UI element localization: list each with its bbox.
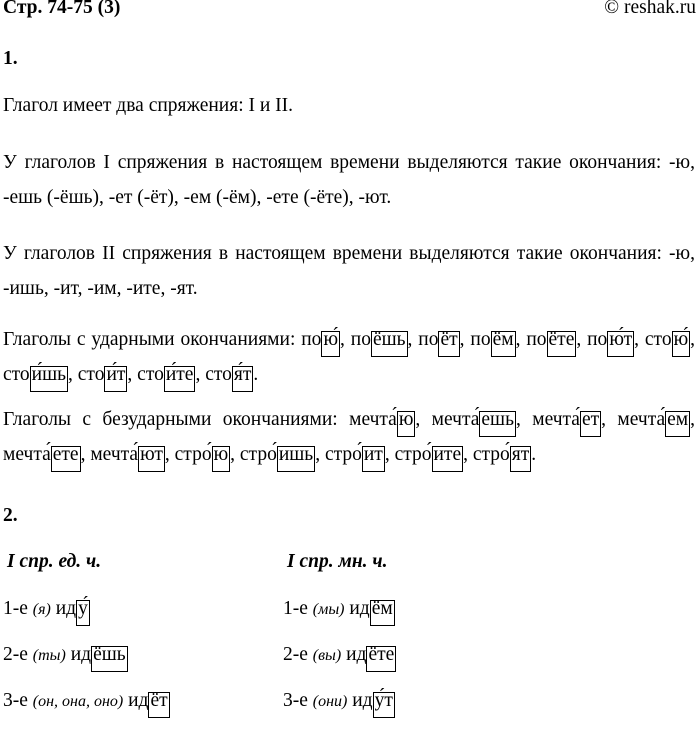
verb-word [395,444,468,465]
ending-box [397,411,416,437]
ending-box [164,363,196,392]
separator: , [230,443,236,465]
verb-word [645,329,695,350]
separator: , [463,443,468,465]
verb-stem: ид [50,598,77,619]
verb-stem: стро́ [239,443,277,465]
verb-stem: мечта́ [617,409,666,430]
pronoun: (ты) [32,647,66,664]
pronoun: (он, она, оно) [32,693,124,710]
ending-box [362,443,385,472]
verb-word [205,364,258,385]
verb-word [526,329,581,350]
person-label: 1-е [283,598,313,619]
ending-box [366,646,396,672]
verb-stem: по [526,329,547,350]
verb-stem: ид [347,690,373,711]
ending-box [232,363,254,392]
person-label: 3-е [283,690,313,711]
ending-text: ёшь [93,644,126,665]
verb-stem: мечта́ [3,443,51,465]
separator: , [459,329,465,350]
ending-box [370,600,395,626]
verb-stem: мечта́ [431,409,480,430]
verb-word [349,409,420,430]
pronoun: (мы) [312,601,345,618]
ending-text: у́ [78,598,88,619]
verb-stem: по [470,329,491,350]
verb-word [240,444,320,465]
separator: , [415,409,421,430]
verb-word [470,329,520,350]
verb-stem: ид [123,690,149,711]
pronoun: (вы) [312,647,342,664]
separator: , [515,329,521,350]
conjugation-row [283,597,395,623]
separator: , [68,363,73,385]
ending-box [30,363,68,392]
verb-stem: по [587,329,608,350]
verb-word [432,409,521,430]
ending-text: ёт [440,329,458,350]
ending-box [371,331,408,357]
separator: , [315,443,321,465]
ending-box [91,646,128,672]
ending-box [607,331,634,357]
person-label: 2-е [3,644,33,665]
ending-text: ю [213,443,229,465]
verb-word [78,364,133,385]
separator: . [253,363,259,385]
column-heading: I спр. ед. ч. [7,551,102,572]
ending-text: и́шь [31,363,67,385]
ending-text: ёте [368,644,395,665]
verb-stem: по [350,329,371,350]
verb-stem: мечта́ [349,409,397,430]
ending-box [321,331,340,357]
ending-text: ишь [278,443,314,465]
paragraph-lead: Глаголы с безударными окончаниями: [3,409,350,430]
separator: , [690,329,696,350]
verb-stem: мечта́ [532,409,580,430]
verb-stem: мечта́ [90,443,139,465]
verb-stem: ид [341,644,367,665]
ending-text: ит [363,443,383,465]
ending-text: я́т [233,363,252,385]
ending-box [510,443,532,472]
verb-word [175,444,235,465]
ending-box [104,363,127,392]
ending-text: ем [667,409,689,430]
ending-box [491,331,516,357]
verb-word [3,444,85,465]
separator: . [531,443,537,465]
separator: , [634,329,640,350]
verb-stem: стро́ [394,443,432,465]
verb-stem: сто [137,363,164,385]
ending-text: ет [581,409,600,430]
paragraph-lead: Глаголы с ударными окончаниями: [3,329,302,350]
paragraph-stressed-endings [3,323,695,392]
ending-box [580,411,601,437]
ending-text: ю́ [323,329,339,350]
separator: , [601,409,607,430]
ending-text: ете [52,443,79,465]
ending-text: ят [511,443,530,465]
ending-text: ю [398,409,414,430]
ending-box [672,331,691,357]
conjugation-row [3,689,170,715]
paragraph-second-conjugation: У глаголов II спряжения в настоящем времени выделяются такие окончания: -ю, -ишь, -ит, -им, -ите, -ят. [3,243,695,299]
verb-word [3,364,73,385]
separator: , [690,409,696,430]
ending-text: ём [492,329,514,350]
ending-text: ёшь [372,329,406,350]
page-title: Стр. 74-75 (3) [3,0,121,18]
ending-box [547,331,577,357]
ending-text: ют [140,443,163,465]
ending-box [148,692,169,718]
paragraph-unstressed-endings [3,403,695,472]
verb-word [418,329,464,350]
verb-word [532,409,606,430]
separator: , [164,443,170,465]
paragraph-conjugations: Глагол имеет два спряжения: I и II. [3,95,294,116]
ending-text: ём [371,598,393,619]
ending-text: и́т [106,363,126,385]
verb-stem: стро́ [324,443,362,465]
verb-word [137,364,200,385]
task-number-1: 1. [3,48,18,69]
verb-stem: по [301,329,322,350]
verb-stem: сто [77,363,105,385]
verb-stem: по [418,329,439,350]
verb-word [617,409,695,430]
ending-box [373,692,395,718]
pronoun: (они) [312,693,348,710]
paragraph-first-conjugation: У глаголов I спряжения в настоящем времени выделяются такие окончания: -ю, -ешь (-ёшь), -ет (-ёт), -ем (-ём), -ете (-ёте), -ют. [3,152,695,208]
ending-box [277,443,315,472]
verb-word [587,329,639,350]
ending-text: и́те [165,363,194,385]
verb-stem: ид [344,598,370,619]
ending-box [76,600,90,626]
separator: , [407,329,413,350]
ending-box [665,411,690,437]
column-heading: I спр. мн. ч. [287,551,388,572]
verb-word [325,444,390,465]
conjugation-row [3,643,128,669]
ending-box [51,443,81,472]
ending-box [438,331,459,357]
copyright: © reshak.ru [604,0,696,18]
verb-stem: стро́ [174,443,212,465]
ending-box [479,411,516,437]
person-label: 3-е [3,690,33,711]
separator: , [384,443,390,465]
ending-box [432,443,464,472]
ending-text: у́т [374,690,393,711]
verb-word [90,444,169,465]
pronoun: (я) [32,601,51,618]
ending-text: ите [433,443,462,465]
separator: , [515,409,521,430]
separator: , [195,363,201,385]
conjugation-row [283,643,396,669]
conjugation-row [3,597,90,623]
verb-stem: сто [644,329,672,350]
ending-text: ешь [481,409,514,430]
verb-stem: сто [3,363,30,385]
conjugation-row [283,689,395,715]
verb-stem: ид [65,644,92,665]
person-label: 1-е [3,598,33,619]
ending-text: ёт [150,690,168,711]
ending-text: ёте [548,329,575,350]
page-header [3,0,696,21]
ending-box [138,443,165,472]
verb-word [473,444,536,465]
verb-stem: сто [205,363,232,385]
verb-word [351,329,413,350]
separator: , [80,443,86,465]
ending-text: ю́т [609,329,633,350]
person-label: 2-е [283,644,313,665]
separator: , [127,363,133,385]
verb-stem: стро́ [472,443,510,465]
ending-box [212,443,231,472]
separator: , [340,329,345,350]
task-number-2: 2. [3,505,18,526]
ending-text: ю́ [673,329,689,350]
separator: , [576,329,582,350]
verb-word [301,329,345,350]
